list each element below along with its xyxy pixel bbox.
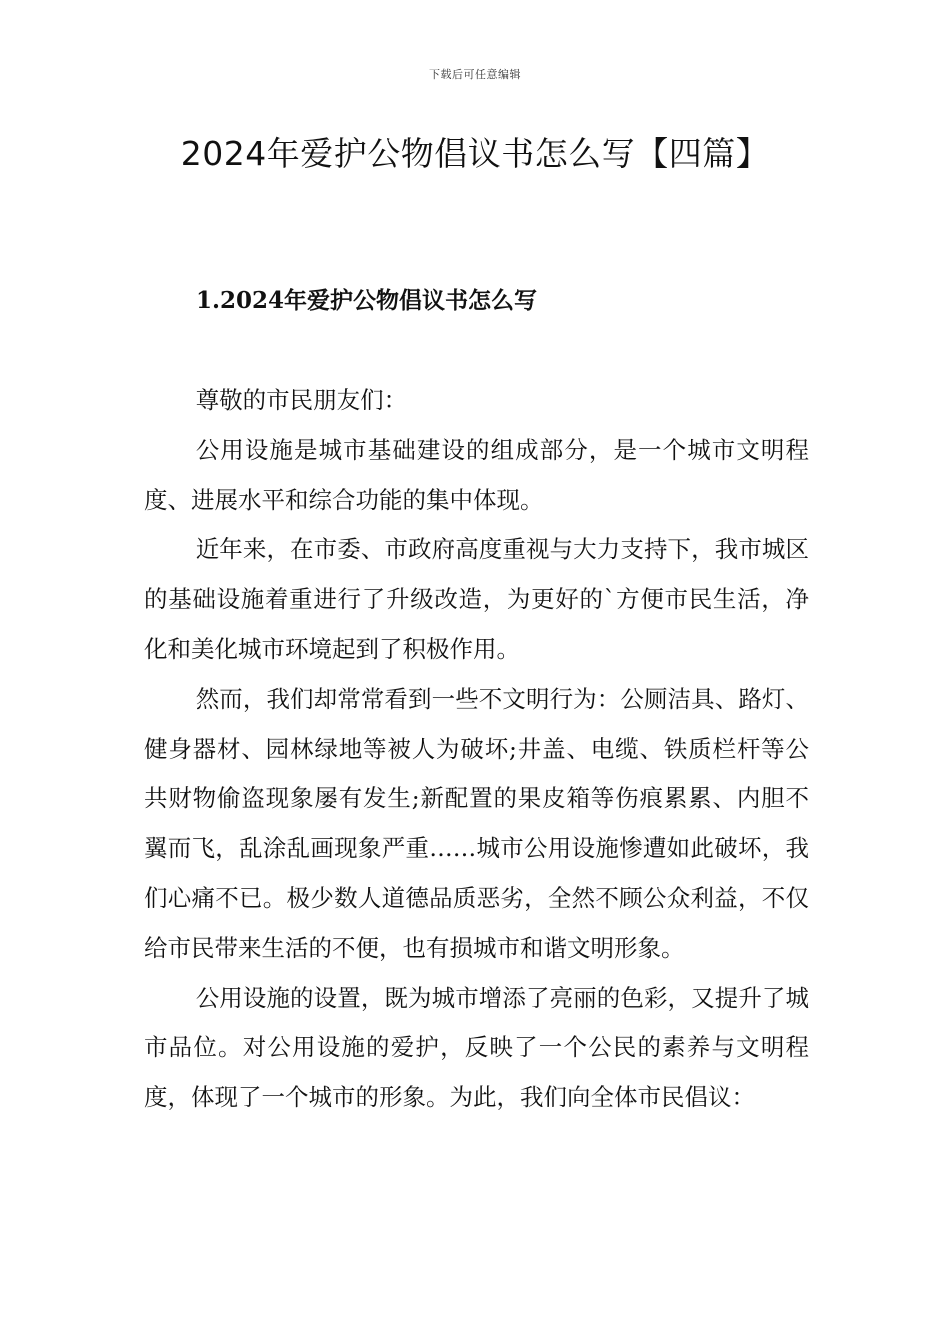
body-paragraph: 公用设施是城市基础建设的组成部分，是一个城市文明程度、进展水平和综合功能的集中体现。: [144, 435, 809, 514]
body-paragraph: 公用设施的设置，既为城市增添了亮丽的色彩，又提升了城市品位。对公用设施的爱护，反映了一个公民的素养与文明程度，体现了一个城市的形象。为此，我们向全体市民倡议：: [144, 983, 809, 1112]
body-paragraph: 近年来，在市委、市政府高度重视与大力支持下，我市城区的基础设施着重进行了升级改造，为更好的`方便市民生活，净化和美化城市环境起到了积极作用。: [144, 535, 809, 663]
header-note: 下载后可任意编辑: [429, 68, 521, 81]
document-title: 2024年爱护公物倡议书怎么写【四篇】: [180, 134, 770, 173]
body-paragraph: 然而，我们却常常看到一些不文明行为：公厕洁具、路灯、健身器材、园林绿地等被人为破坏;井盖、电缆、铁质栏杆等公共财物偷盗现象屡有发生;新配置的果皮箱等伤痕累累、内胆不翼而飞，乱涂乱画现象严重……城市公用设施惨遭如此破坏，我们心痛不已。极少数人道德品质恶劣，全然不顾公众利益，不仅给市民带来生活的不便，也有损城市和谐文明形象。: [144, 684, 809, 962]
section-heading: 1.2024年爱护公物倡议书怎么写: [196, 287, 538, 314]
salutation-paragraph: 尊敬的市民朋友们：: [195, 386, 408, 414]
document-body: [144, 376, 809, 1123]
